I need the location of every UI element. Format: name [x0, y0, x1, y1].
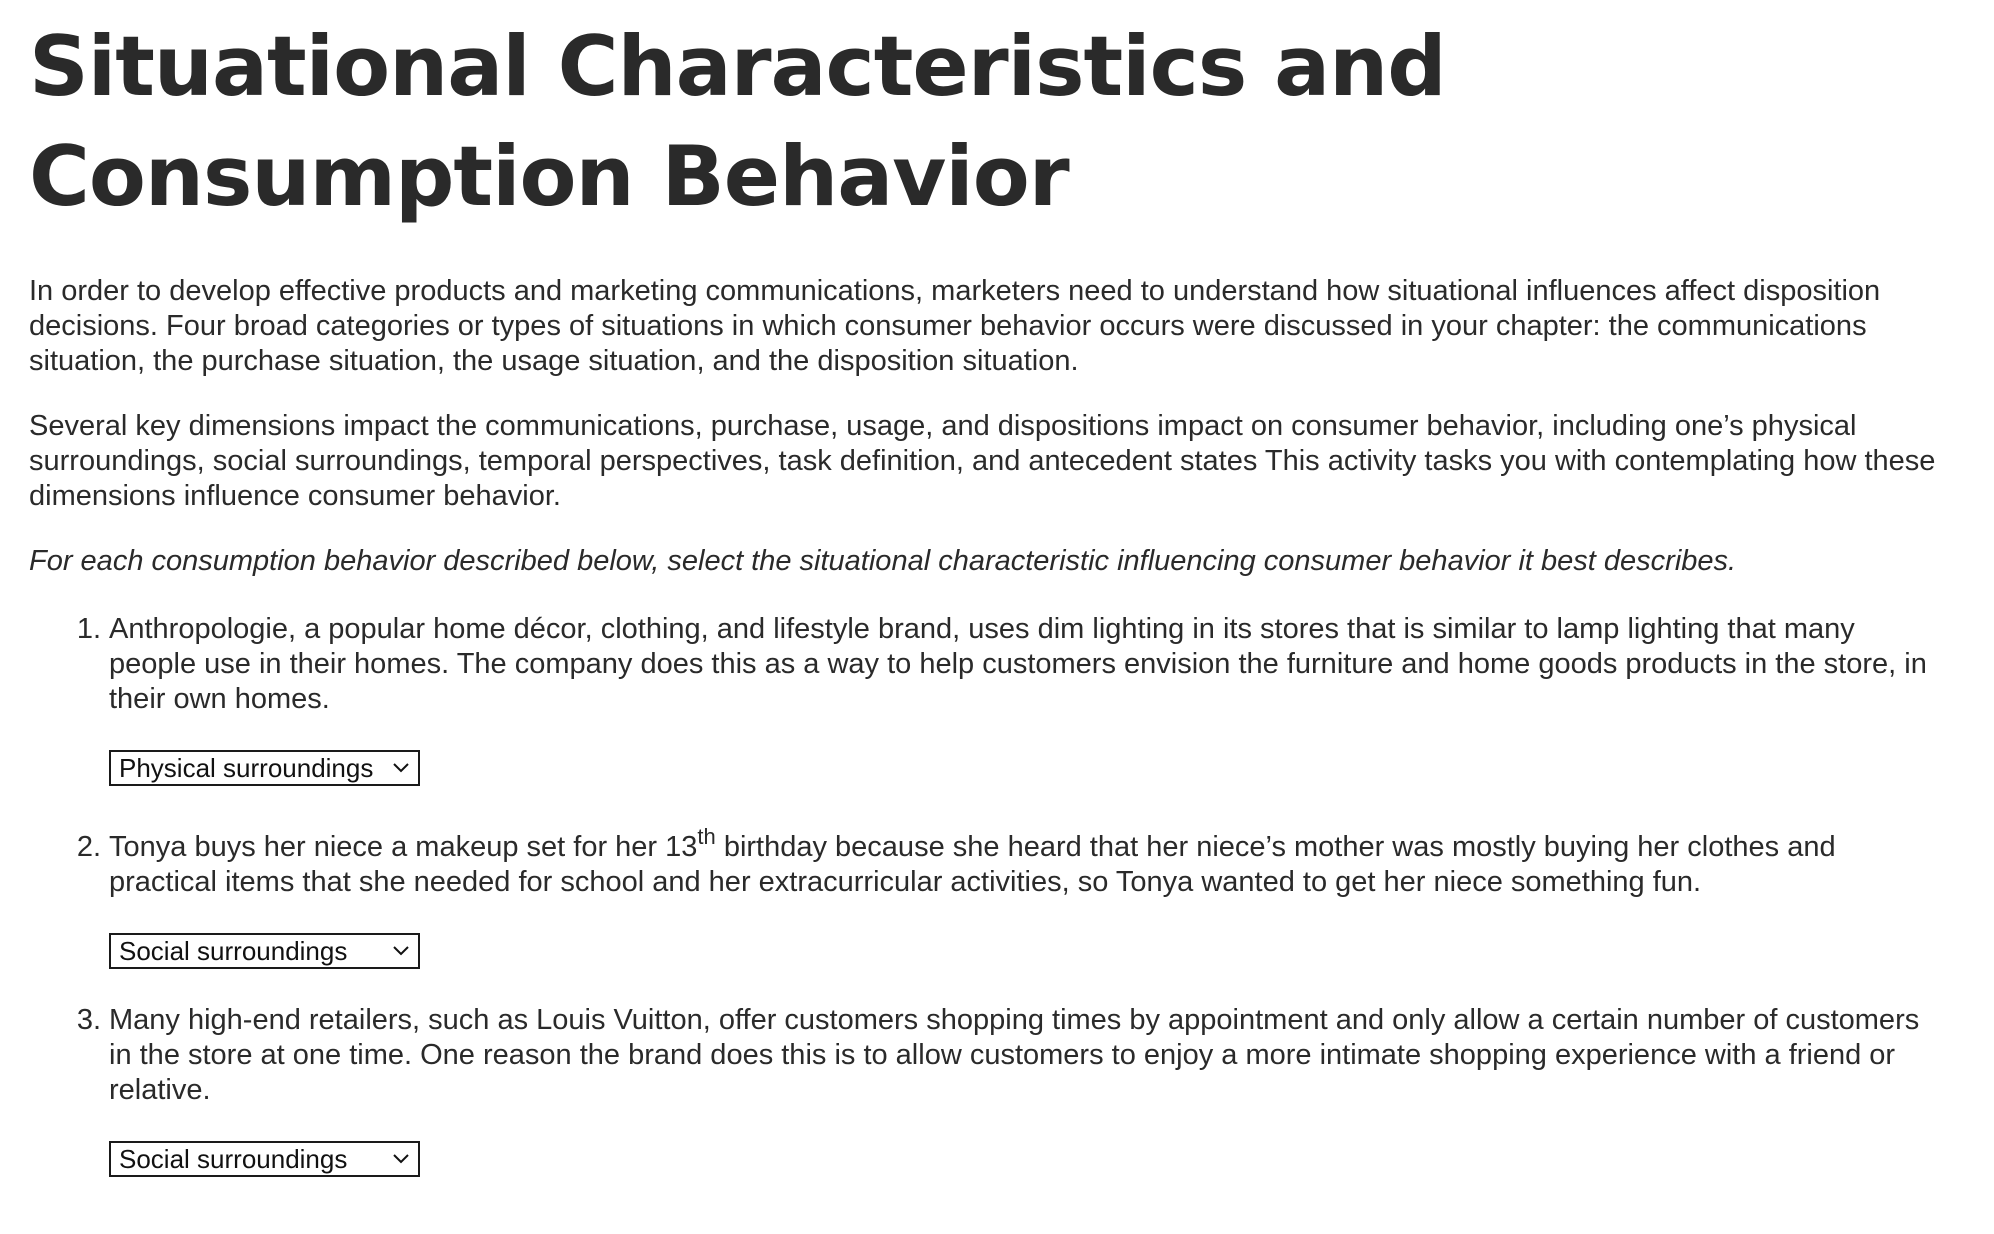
chevron-down-icon — [392, 1153, 410, 1165]
question-item-1 — [29, 612, 1939, 786]
question-text: Many high-end retailers, such as Louis Vuitton, offer customers shopping times by appointment and only allow a certain number of customers in the store at one time. One reason the brand does this is to allow customers to enjoy a more intimate shopping experience with a friend or relative. — [109, 1004, 1920, 1106]
select-value: Physical surroundings — [119, 752, 374, 783]
question-number: 2. — [76, 831, 101, 863]
question-item-3 — [29, 1003, 1939, 1177]
question-text — [109, 824, 1939, 900]
question-text-start: Tonya buys her niece a makeup set for her 13 — [109, 831, 698, 863]
question-text: Anthropologie, a popular home décor, clothing, and lifestyle brand, uses dim lighting in its stores that is similar to lamp lighting that many people use in their homes. The company does this as a way to help customers envision the furniture and home goods products in the store, in their own homes. — [109, 613, 1927, 715]
question-item-2 — [29, 824, 1939, 969]
page-title: Situational Characteristics and Consumption Behavior — [29, 18, 1446, 225]
question-number: 3. — [76, 1004, 101, 1036]
chevron-down-icon — [392, 945, 410, 957]
question-list — [29, 612, 1934, 1177]
question-text-end: birthday because she heard that her niece’s mother was mostly buying her clothes and practical items that she needed for school and her extracurricular activities, so Tonya wanted to get her niece something fun. — [109, 831, 1836, 898]
question-number: 1. — [76, 613, 101, 645]
situational-characteristic-select-2[interactable] — [109, 933, 420, 969]
intro-paragraph-1: In order to develop effective products and marketing communications, marketers need to understand how situational influences affect disposition decisions. Four broad categories or types of situations in which consumer behavior occurs were discussed in your chapter: the communications situation, the purchase situation, the usage situation, and the disposition situation. — [29, 275, 1881, 377]
chevron-down-icon — [392, 762, 410, 774]
ordinal-suffix: th — [697, 824, 716, 849]
select-value: Social surroundings — [119, 1143, 348, 1174]
situational-characteristic-select-1[interactable] — [109, 750, 420, 786]
select-value: Social surroundings — [119, 935, 348, 966]
instruction-text: For each consumption behavior described below, select the situational characteristic influencing consumer behavior it best describes. — [29, 545, 1737, 577]
situational-characteristic-select-3[interactable] — [109, 1141, 420, 1177]
intro-paragraph-2: Several key dimensions impact the communications, purchase, usage, and dispositions impact on consumer behavior, including one’s physical surroundings, social surroundings, temporal perspectives, task definition, and antecedent states This activity tasks you with contemplating how these dimensions influence consumer behavior. — [29, 410, 1936, 512]
